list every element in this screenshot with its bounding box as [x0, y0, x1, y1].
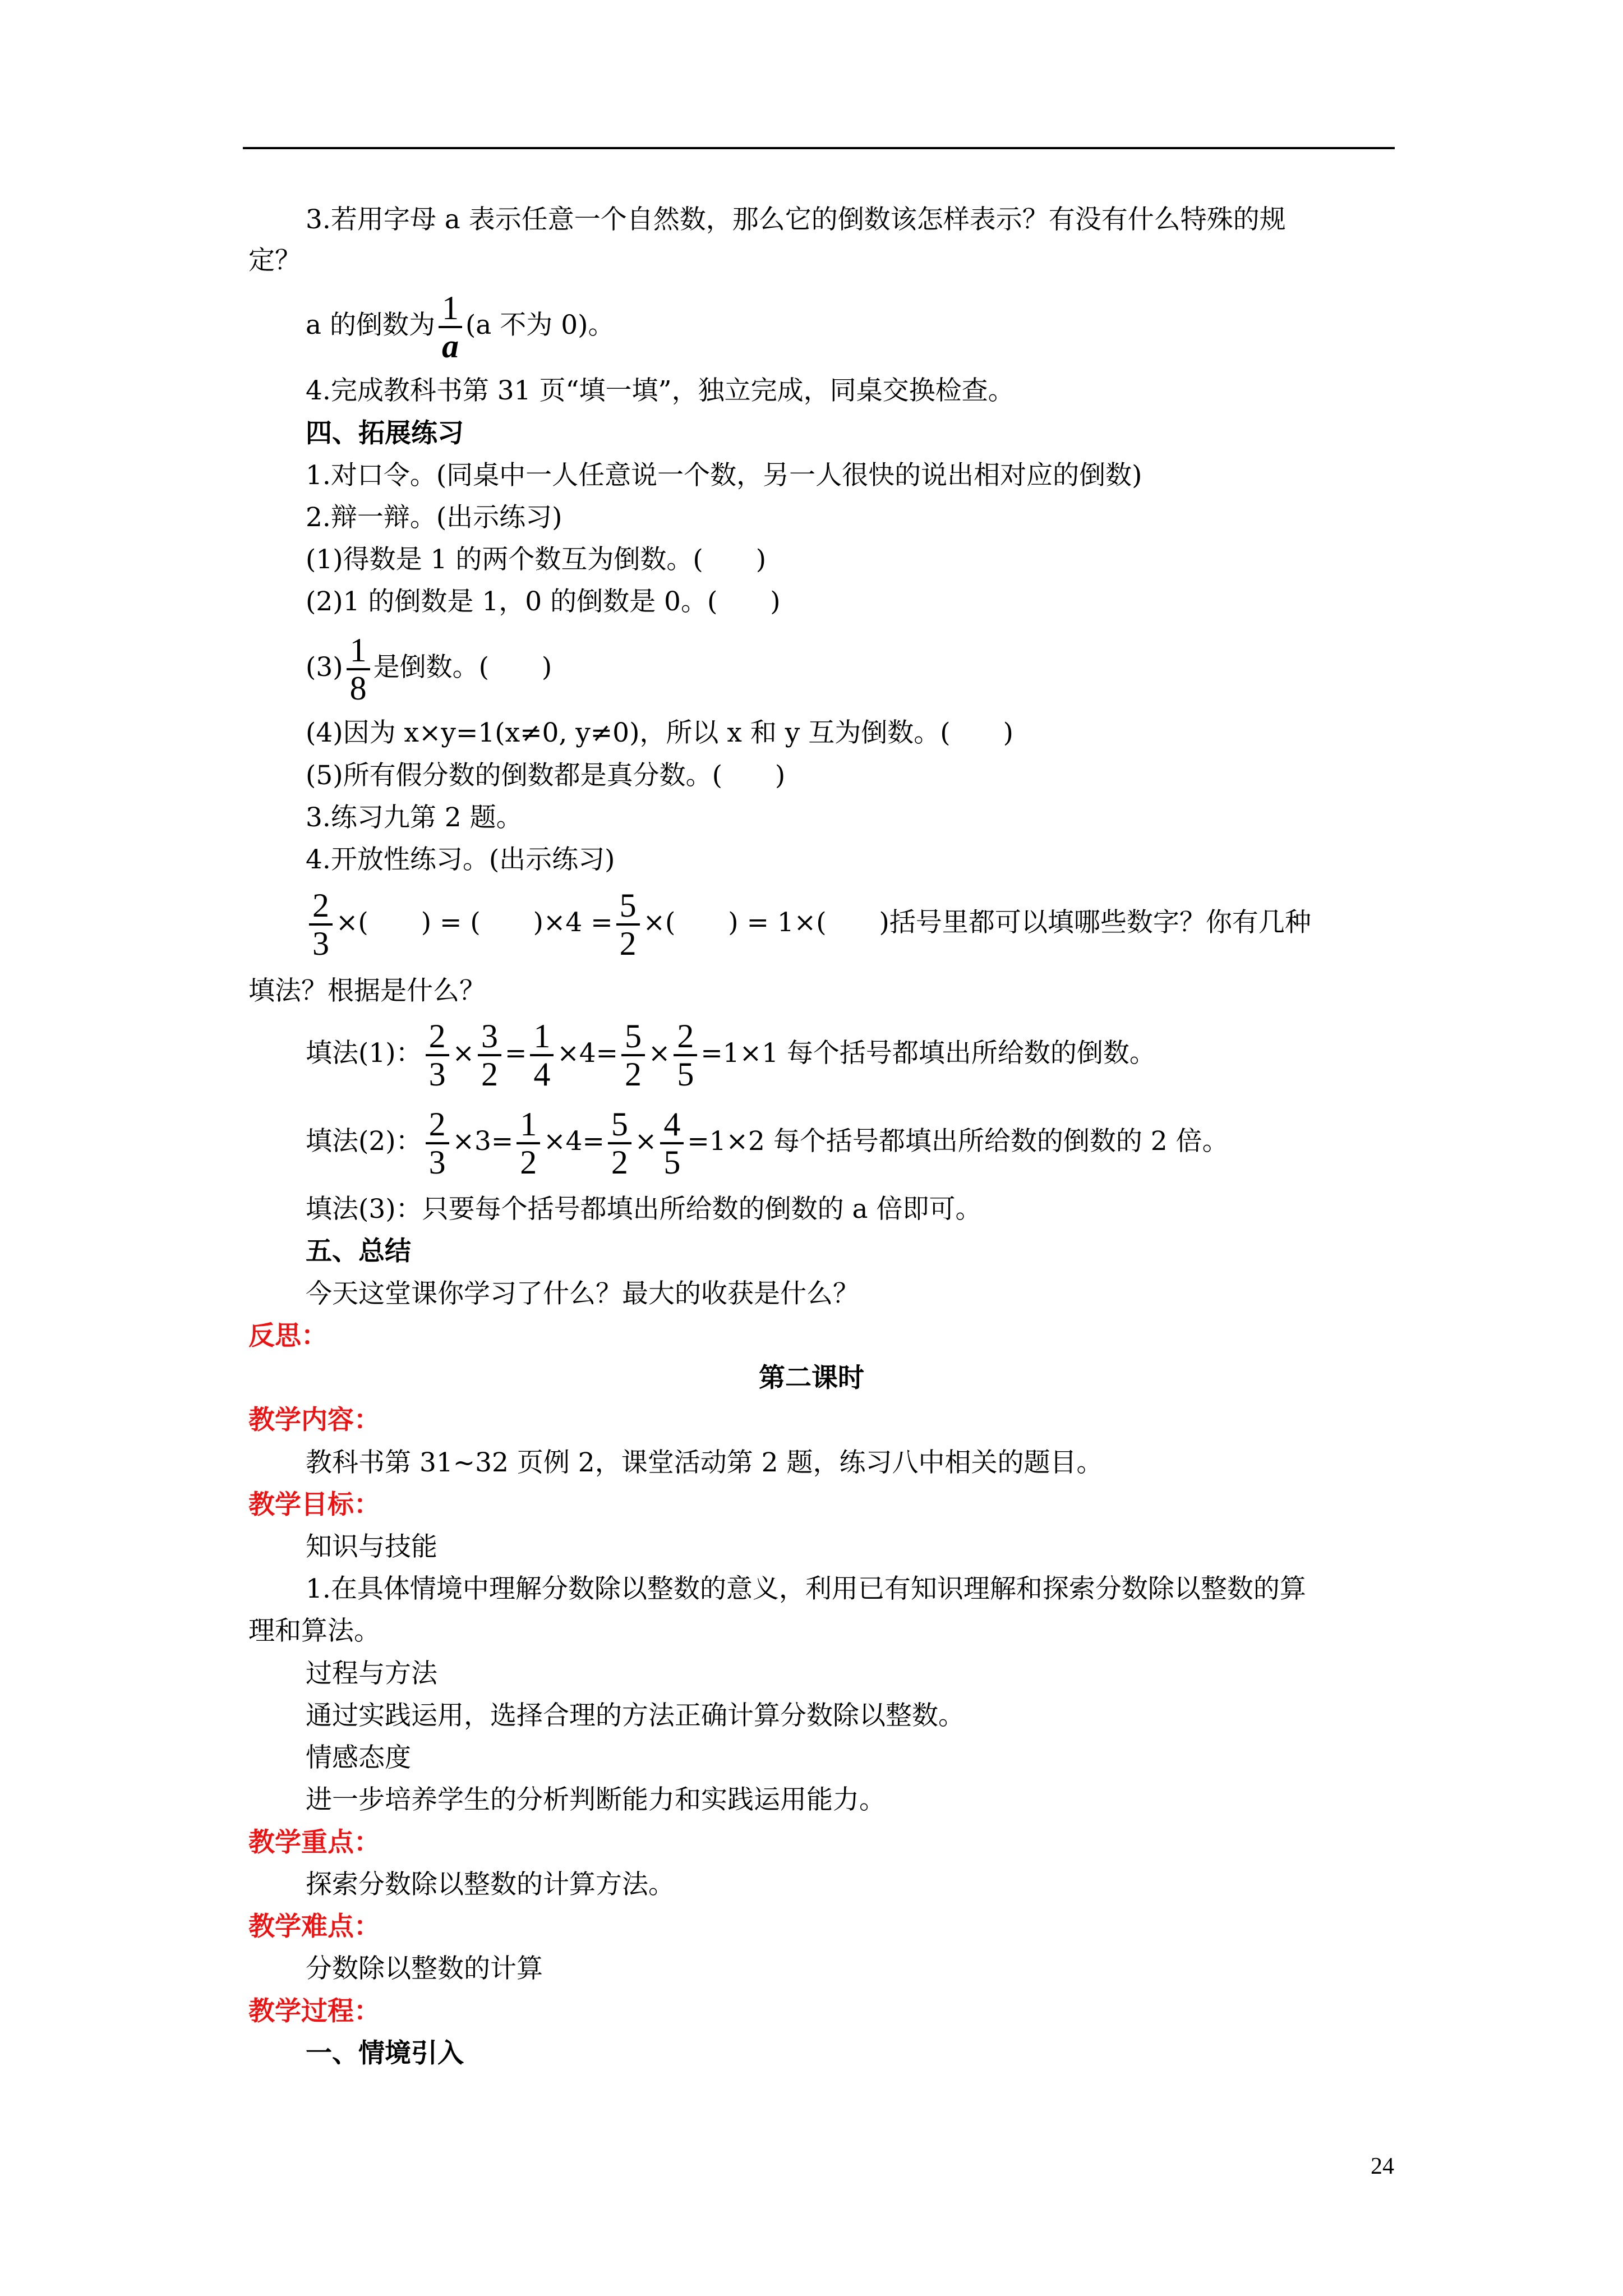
- paragraph: 今天这堂课你学习了什么？最大的收获是什么？: [306, 1278, 859, 1309]
- denominator: 2: [619, 925, 637, 962]
- operator: ×4=: [557, 1038, 619, 1069]
- paragraph: 定？: [248, 245, 301, 276]
- reflection-label: 反思：: [248, 1320, 328, 1351]
- denominator: 2: [611, 1144, 628, 1181]
- section-heading: 五、总结: [306, 1236, 411, 1267]
- text: 是倒数。( ): [373, 652, 552, 683]
- list-item: (2)1 的倒数是 1，0 的倒数是 0。( ): [306, 586, 781, 617]
- numerator: 2: [426, 1018, 449, 1056]
- numerator: 4: [660, 1106, 684, 1144]
- operator: ×3=: [452, 1126, 514, 1157]
- key-points-label: 教学重点：: [248, 1827, 380, 1858]
- section-heading: 四、拓展练习: [306, 418, 464, 449]
- teaching-content-label: 教学内容：: [248, 1405, 380, 1435]
- teaching-process-label: 教学过程：: [248, 1996, 380, 2027]
- paragraph: 填法？根据是什么？: [248, 976, 486, 1006]
- numerator: 5: [621, 1018, 645, 1056]
- header-rule: [243, 147, 1395, 149]
- text: =1×1 每个括号都填出所给数的倒数。: [700, 1038, 1156, 1069]
- fraction: [530, 1018, 554, 1092]
- fraction: [517, 1106, 540, 1180]
- fraction: [439, 290, 462, 364]
- denominator: 3: [312, 925, 329, 962]
- paragraph: 探索分数除以整数的计算方法。: [306, 1869, 675, 1900]
- paragraph: 2.辩一辩。(出示练习): [306, 502, 562, 533]
- numerator: 2: [426, 1106, 449, 1144]
- denominator: 4: [533, 1056, 551, 1093]
- fraction: [347, 632, 370, 706]
- text: =1×2 每个括号都填出所给数的倒数的 2 倍。: [687, 1126, 1229, 1157]
- text: 填法(2)：: [306, 1126, 422, 1157]
- denominator: a: [441, 328, 459, 365]
- paragraph: 进一步培养学生的分析判断能力和实践运用能力。: [306, 1784, 886, 1815]
- denominator: 2: [625, 1056, 642, 1093]
- lesson-title: 第二课时: [759, 1363, 864, 1393]
- denominator: 3: [428, 1144, 446, 1181]
- text: ×( ) = ( )×4 =: [336, 907, 613, 938]
- numerator: 1: [517, 1106, 540, 1144]
- fraction: [660, 1106, 684, 1180]
- denominator: 5: [677, 1056, 694, 1093]
- operator: ×: [452, 1038, 474, 1069]
- numerator: 3: [478, 1018, 501, 1056]
- list-item-with-fraction: [306, 628, 552, 707]
- text: 填法(1)：: [306, 1038, 422, 1069]
- paragraph: 1.对口令。(同桌中一人任意说一个数，另一人很快的说出相对应的倒数): [306, 460, 1142, 491]
- numerator: 2: [309, 887, 333, 926]
- numerator: 1: [439, 290, 462, 328]
- list-item: (4)因为 x×y=1(x≠0, y≠0)，所以 x 和 y 互为倒数。( ): [306, 717, 1013, 748]
- paragraph: 1.在具体情境中理解分数除以整数的意义，利用已有知识理解和探索分数除以整数的算: [306, 1573, 1306, 1604]
- denominator: 2: [481, 1056, 498, 1093]
- text: (3): [306, 652, 343, 683]
- paragraph: 通过实践运用，选择合理的方法正确计算分数除以整数。: [306, 1700, 965, 1731]
- denominator: 3: [428, 1056, 446, 1093]
- subheading: 情感态度: [306, 1742, 411, 1773]
- subheading: 过程与方法: [306, 1658, 437, 1689]
- denominator: 8: [349, 670, 367, 707]
- fraction: [674, 1018, 697, 1092]
- operator: =: [504, 1038, 527, 1069]
- text: ×( ) = 1×( )括号里都可以填哪些数字？你有几种: [643, 907, 1311, 938]
- paragraph-with-fraction: [306, 286, 614, 365]
- paragraph: 3.若用字母 a 表示任意一个自然数，那么它的倒数该怎样表示？有没有什么特殊的规: [306, 204, 1286, 235]
- equation-line: [306, 884, 1311, 962]
- fraction: [608, 1106, 631, 1180]
- fraction: [426, 1106, 449, 1180]
- paragraph: 填法(3)：只要每个括号都填出所给数的倒数的 a 倍即可。: [306, 1194, 982, 1225]
- list-item: (5)所有假分数的倒数都是真分数。( ): [306, 760, 786, 791]
- operator: ×: [648, 1038, 671, 1069]
- text: a 的倒数为: [306, 310, 435, 341]
- numerator: 5: [616, 887, 640, 926]
- numerator: 5: [608, 1106, 631, 1144]
- fraction: [478, 1018, 501, 1092]
- numerator: 2: [674, 1018, 697, 1056]
- fraction: [426, 1018, 449, 1092]
- fraction: [309, 887, 333, 961]
- list-item: (1)得数是 1 的两个数互为倒数。( ): [306, 544, 767, 575]
- paragraph: 理和算法。: [248, 1616, 380, 1646]
- numerator: 1: [347, 632, 370, 670]
- paragraph: 4.开放性练习。(出示练习): [306, 844, 615, 875]
- paragraph: 3.练习九第 2 题。: [306, 802, 523, 833]
- section-heading: 一、情境引入: [306, 2038, 464, 2069]
- paragraph: 教科书第 31~32 页例 2，课堂活动第 2 题，练习八中相关的题目。: [306, 1447, 1103, 1478]
- operator: ×: [634, 1126, 657, 1157]
- operator: ×4=: [543, 1126, 605, 1157]
- teaching-goals-label: 教学目标：: [248, 1489, 380, 1520]
- paragraph: 分数除以整数的计算: [306, 1953, 543, 1984]
- difficulties-label: 教学难点：: [248, 1911, 380, 1942]
- equation-line: [306, 1102, 1229, 1181]
- fraction: [616, 887, 640, 961]
- equation-line: [306, 1014, 1156, 1093]
- fraction: [621, 1018, 645, 1092]
- text: (a 不为 0)。: [465, 310, 615, 341]
- page-number: 24: [1371, 2154, 1394, 2179]
- denominator: 5: [663, 1144, 681, 1181]
- denominator: 2: [520, 1144, 537, 1181]
- paragraph: 4.完成教科书第 31 页“填一填”，独立完成，同桌交换检查。: [306, 375, 1015, 406]
- subheading: 知识与技能: [306, 1531, 437, 1562]
- numerator: 1: [530, 1018, 554, 1056]
